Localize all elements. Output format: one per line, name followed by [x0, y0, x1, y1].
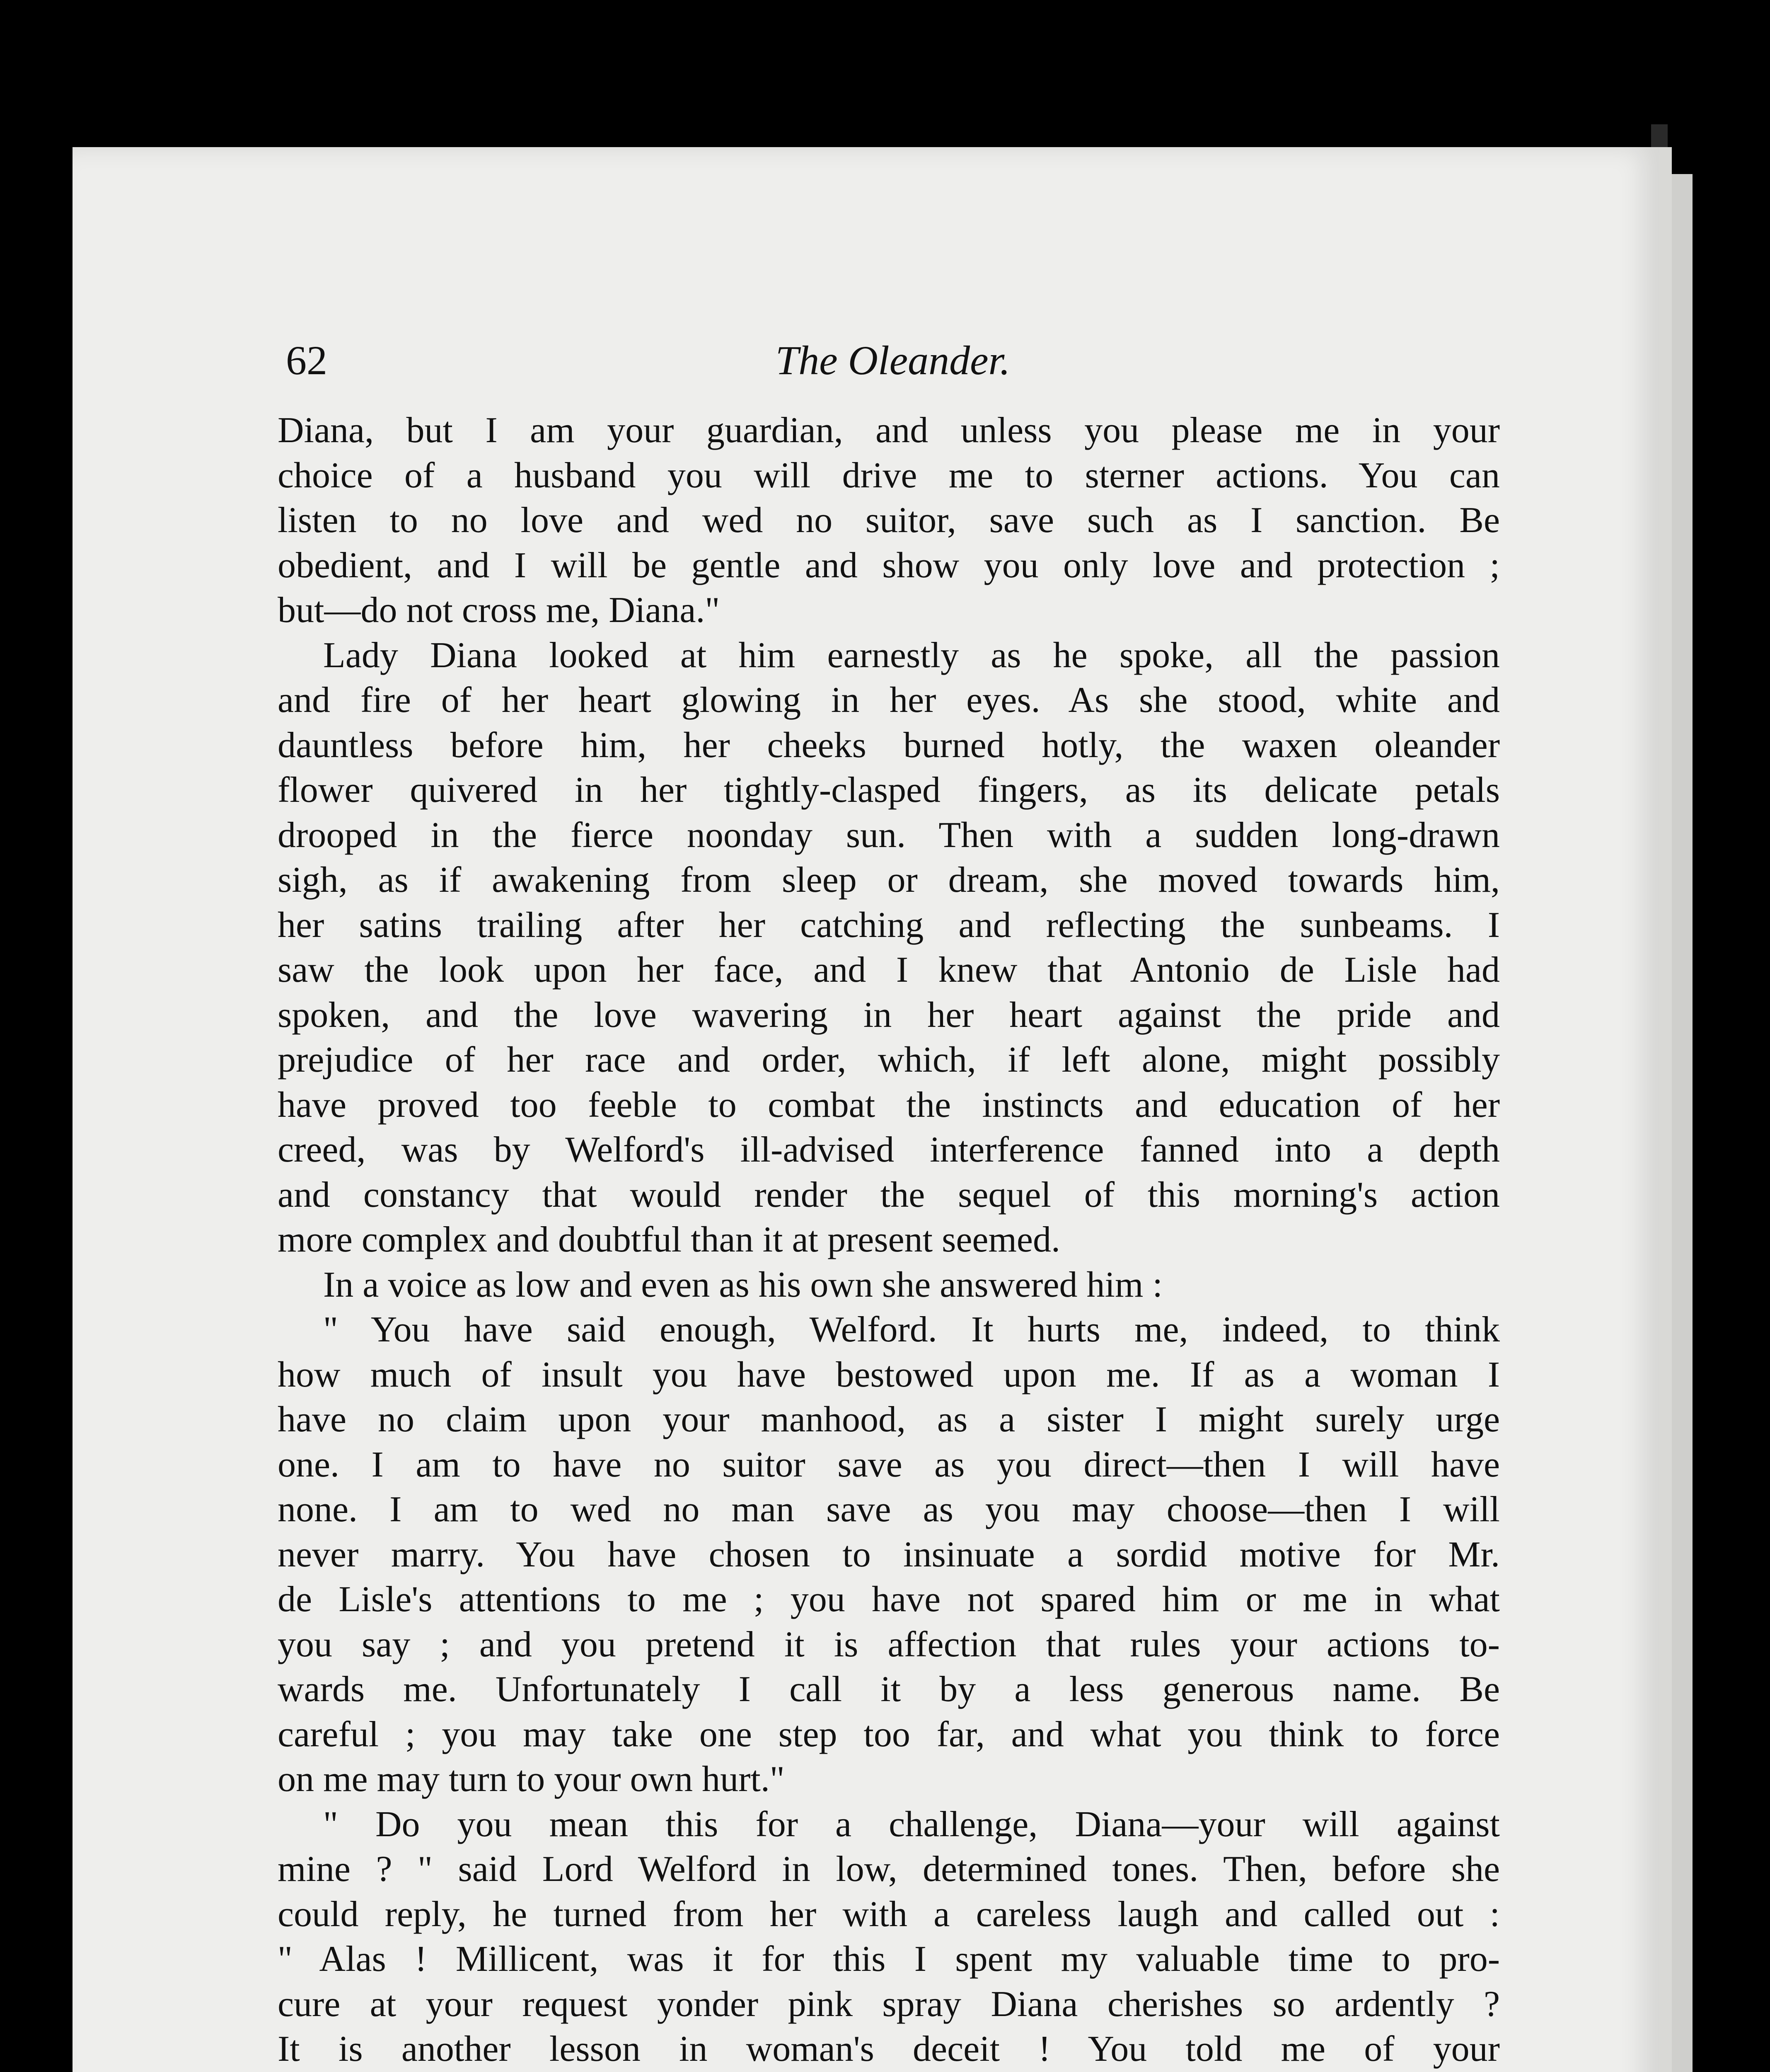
text-line: spoken, and the love wavering in her heart against the pride and: [278, 995, 1500, 1035]
text-line: on me may turn to your own hurt.": [278, 1759, 785, 1799]
text-line: wards me. Unfortunately I call it by a less generous name. Be: [278, 1669, 1500, 1709]
text-line: have no claim upon your manhood, as a sister I might surely urge: [278, 1399, 1500, 1440]
text-line: obedient, and I will be gentle and show you only love and protection ;: [278, 545, 1500, 586]
text-line: never marry. You have chosen to insinuate a sordid motive for Mr.: [278, 1534, 1500, 1575]
body-text: [278, 408, 1500, 2072]
text-line: " Do you mean this for a challenge, Diana—your will against: [323, 1804, 1500, 1844]
text-line: drooped in the fierce noonday sun. Then with a sudden long-drawn: [278, 815, 1500, 855]
text-line: have proved too feeble to combat the instincts and education of her: [278, 1084, 1500, 1125]
text-line: and fire of her heart glowing in her eyes. As she stood, white and: [278, 680, 1500, 720]
text-line: " You have said enough, Welford. It hurts me, indeed, to think: [323, 1310, 1500, 1350]
text-line: none. I am to wed no man save as you may choose—then I will: [278, 1489, 1500, 1530]
text-line: her satins trailing after her catching and reflecting the sunbeams. I: [278, 905, 1500, 945]
text-line: It is another lesson in woman's deceit ! You told me of your: [278, 2029, 1500, 2069]
text-line: mine ? " said Lord Welford in low, determined tones. Then, before she: [278, 1849, 1500, 1889]
text-line: sigh, as if awakening from sleep or dream, she moved towards him,: [278, 860, 1500, 900]
text-line: Lady Diana looked at him earnestly as he spoke, all the passion: [323, 635, 1500, 675]
text-line: flower quivered in her tightly-clasped fingers, as its delicate petals: [278, 770, 1500, 810]
text-line: choice of a husband you will drive me to sterner actions. You can: [278, 455, 1500, 496]
text-line: In a voice as low and even as his own she answered him :: [323, 1264, 1163, 1305]
text-line: and constancy that would render the sequel of this morning's action: [278, 1174, 1500, 1215]
text-line: prejudice of her race and order, which, if left alone, might possibly: [278, 1040, 1500, 1080]
text-line: careful ; you may take one step too far, and what you think to force: [278, 1714, 1500, 1755]
text-line: more complex and doubtful than it at present seemed.: [278, 1220, 1060, 1260]
page-header: [286, 327, 1500, 394]
text-line: de Lisle's attentions to me ; you have not spared him or me in what: [278, 1579, 1500, 1619]
text-line: " Alas ! Millicent, was it for this I spent my valuable time to pro-: [278, 1939, 1500, 1979]
text-line: how much of insult you have bestowed upon me. If as a woman I: [278, 1354, 1500, 1395]
page-number: 62: [286, 337, 327, 383]
text-line: dauntless before him, her cheeks burned hotly, the waxen oleander: [278, 725, 1500, 765]
text-line: cure at your request yonder pink spray Diana cherishes so ardently ?: [278, 1984, 1500, 2024]
text-line: you say ; and you pretend it is affection that rules your actions to-: [278, 1624, 1500, 1665]
text-line: creed, was by Welford's ill-advised interference fanned into a depth: [278, 1130, 1500, 1170]
text-line: but—do not cross me, Diana.": [278, 590, 720, 630]
text-line: Diana, but I am your guardian, and unless you please me in your: [278, 410, 1500, 450]
running-title: The Oleander.: [775, 337, 1011, 383]
text-line: one. I am to have no suitor save as you direct—then I will have: [278, 1444, 1500, 1485]
text-line: could reply, he turned from her with a careless laugh and called out :: [278, 1894, 1500, 1934]
text-line: listen to no love and wed no suitor, save such as I sanction. Be: [278, 500, 1500, 540]
text-line: saw the look upon her face, and I knew that Antonio de Lisle had: [278, 950, 1500, 990]
